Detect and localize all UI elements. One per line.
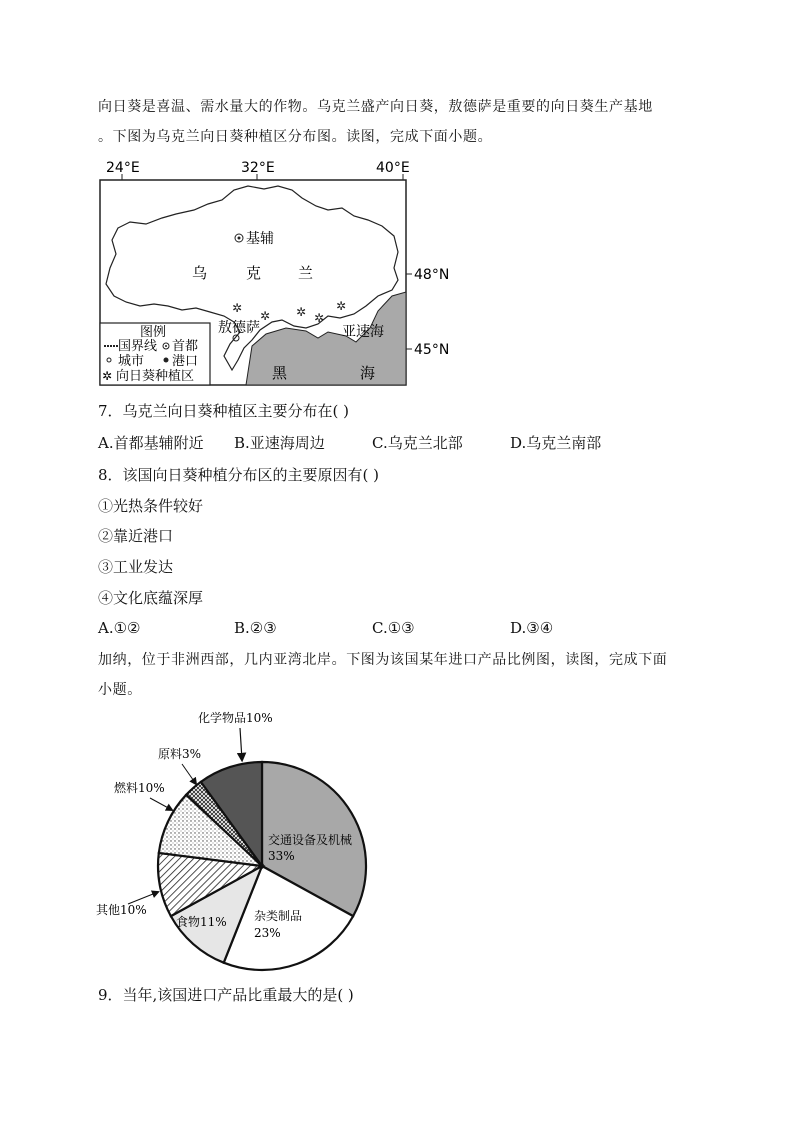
sunflower-icon: ✲ (260, 309, 271, 323)
slice-label-raw: 原料3% (158, 747, 202, 761)
slice-label-transport: 交通设备及机械 (268, 833, 353, 847)
svg-text:✲: ✲ (102, 369, 113, 383)
lon-label-24: 24°E (106, 160, 140, 176)
slice-label-chemical: 化学物品10% (198, 711, 273, 725)
sea-label-black-1: 黑 (272, 364, 288, 382)
ukraine-sunflower-map (96, 156, 456, 388)
sunflower-icon: ✲ (314, 311, 325, 325)
sunflower-icon: ✲ (336, 299, 347, 313)
intro-2-line-2: 小题。 (98, 682, 142, 698)
slice-label-fuel: 燃料10% (114, 781, 165, 795)
sea-label-black-2: 海 (360, 364, 376, 382)
q8-option-a[interactable]: A.①② (98, 619, 141, 637)
lon-label-32: 32°E (241, 160, 275, 176)
map-legend (100, 323, 210, 385)
sea-label-azov: 亚速海 (342, 324, 384, 340)
country-char-3: 兰 (298, 264, 314, 282)
import-pie-chart (90, 700, 390, 980)
slice-label-misc: 杂类制品 (254, 909, 303, 923)
legend-title: 图例 (140, 325, 167, 340)
lon-label-40: 40°E (376, 160, 410, 176)
capital-label: 基辅 (246, 231, 274, 247)
sunflower-icon: ✲ (296, 305, 307, 319)
slice-label-other: 其他10% (96, 903, 147, 917)
intro-1-line-1: 向日葵是喜温、需水量大的作物。乌克兰盛产向日葵，敖德萨是重要的向日葵生产基地 (98, 99, 653, 115)
legend-port: 港口 (172, 354, 199, 369)
slice-value-misc: 23% (254, 926, 281, 940)
q7-stem: 7．乌克兰向日葵种植区主要分布在( ) (98, 402, 350, 420)
q9-stem: 9．当年,该国进口产品比重最大的是( ) (98, 986, 354, 1004)
q8-item-1: ①光热条件较好 (98, 497, 204, 515)
legend-sunflower: 向日葵种植区 (116, 369, 195, 384)
legend-capital: 首都 (172, 339, 199, 354)
q8-item-3: ③工业发达 (98, 558, 174, 576)
q7-option-b[interactable]: B.亚速海周边 (234, 434, 325, 452)
q8-option-d[interactable]: D.③④ (510, 619, 554, 637)
sunflower-icon: ✲ (232, 301, 243, 315)
q8-item-2: ②靠近港口 (98, 527, 174, 545)
country-char-2: 克 (246, 264, 262, 282)
legend-border: 国界线 (118, 339, 158, 354)
intro-2-line-1: 加纳，位于非洲西部，几内亚湾北岸。下图为该国某年进口产品比例图，读图，完成下面 (98, 652, 668, 668)
q8-option-b[interactable]: B.②③ (234, 619, 277, 637)
lat-label-48: 48°N (414, 267, 450, 283)
slice-label-food: 食物11% (176, 915, 227, 929)
city-label-odessa: 敖德萨 (218, 320, 260, 336)
country-char-1: 乌 (192, 264, 208, 282)
lat-label-45: 45°N (414, 342, 450, 358)
intro-1-line-2: 。下图为乌克兰向日葵种植区分布图。读图，完成下面小题。 (98, 129, 493, 145)
intro-paragraph-2 (98, 645, 698, 705)
intro-paragraph-1 (98, 92, 698, 152)
q8-stem: 8．该国向日葵种植分布区的主要原因有( ) (98, 466, 380, 484)
q7-option-d[interactable]: D.乌克兰南部 (510, 434, 602, 452)
legend-city: 城市 (118, 354, 145, 369)
q7-option-c[interactable]: C.乌克兰北部 (372, 434, 463, 452)
q8-option-c[interactable]: C.①③ (372, 619, 415, 637)
slice-value-transport: 33% (268, 849, 295, 863)
q7-option-a[interactable]: A.首都基辅附近 (98, 434, 204, 452)
q8-item-4: ④文化底蕴深厚 (98, 589, 204, 607)
